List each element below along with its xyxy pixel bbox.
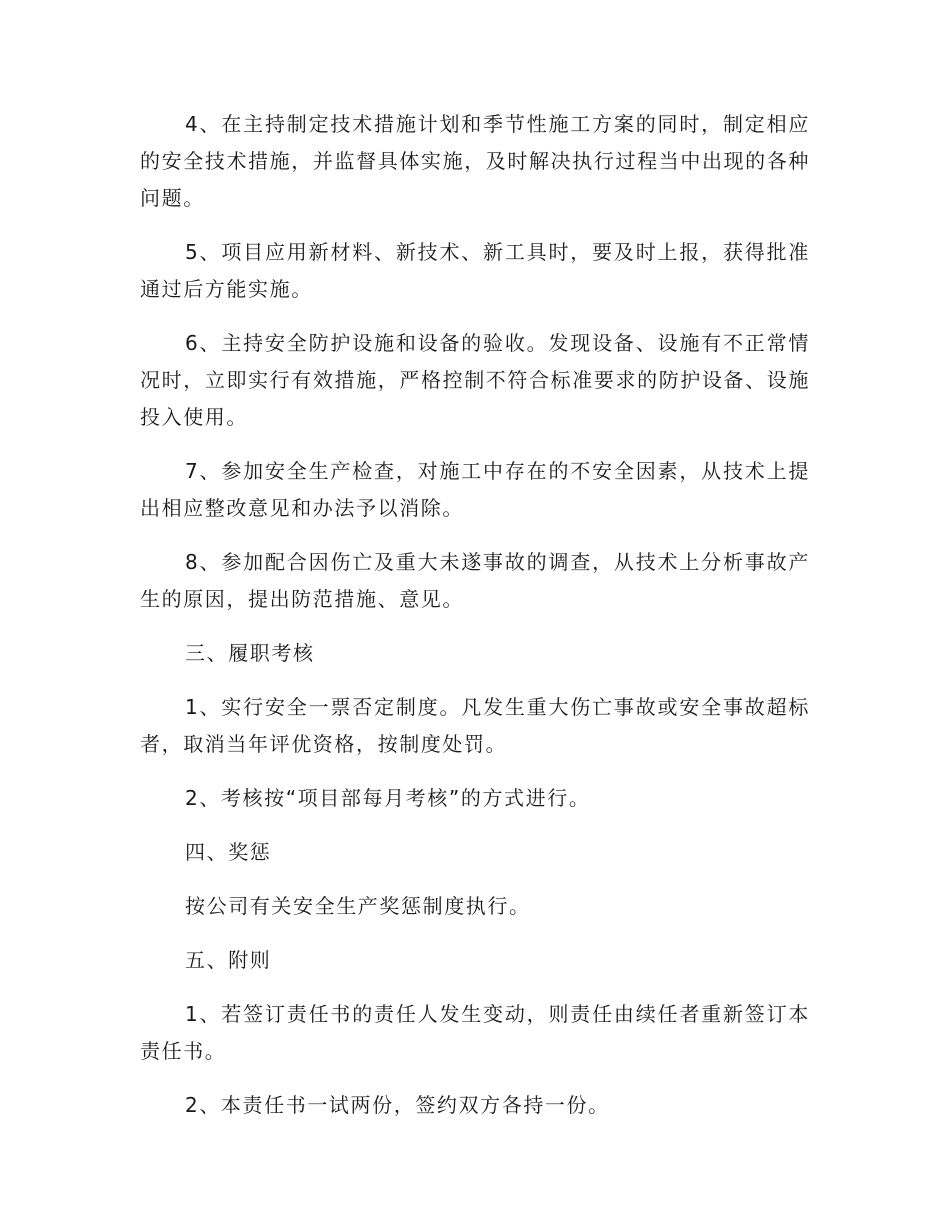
paragraph-review-2: 2、考核按“项目部每月考核”的方式进行。 <box>185 786 591 810</box>
paragraph-item-8: 8、参加配合因伤亡及重大未遂事故的调查，从技术上分析事故产生的原因，提出防范措施、意见。 <box>140 550 810 611</box>
document-body <box>140 106 810 1141</box>
section-heading-rewards-penalties: 四、奖惩 <box>185 840 272 864</box>
paragraph-item-4: 4、在主持制定技术措施计划和季节性施工方案的同时，制定相应的安全技术措施，并监督具体实施，及时解决执行过程当中出现的各种问题。 <box>140 112 810 210</box>
paragraph-review-1: 1、实行安全一票否定制度。凡发生重大伤亡事故或安全事故超标者，取消当年评优资格，按制度处罚。 <box>140 695 810 756</box>
section-heading-supplementary: 五、附则 <box>185 948 272 972</box>
paragraph-supplementary-2: 2、本责任书一试两份，签约双方各持一份。 <box>185 1093 610 1117</box>
section-heading-performance-review: 三、履职考核 <box>185 641 315 665</box>
paragraph-item-7: 7、参加安全生产检查，对施工中存在的不安全因素，从技术上提出相应整改意见和办法予以消除。 <box>140 459 810 520</box>
paragraph-item-5: 5、项目应用新材料、新技术、新工具时，要及时上报，获得批准通过后方能实施。 <box>140 240 810 301</box>
paragraph-rewards: 按公司有关安全生产奖惩制度执行。 <box>185 894 531 918</box>
paragraph-supplementary-1: 1、若签订责任书的责任人发生变动，则责任由续任者重新签订本责任书。 <box>140 1002 810 1063</box>
paragraph-item-6: 6、主持安全防护设施和设备的验收。发现设备、设施有不正常情况时，立即实行有效措施，严格控制不符合标准要求的防护设备、设施投入使用。 <box>140 331 810 429</box>
